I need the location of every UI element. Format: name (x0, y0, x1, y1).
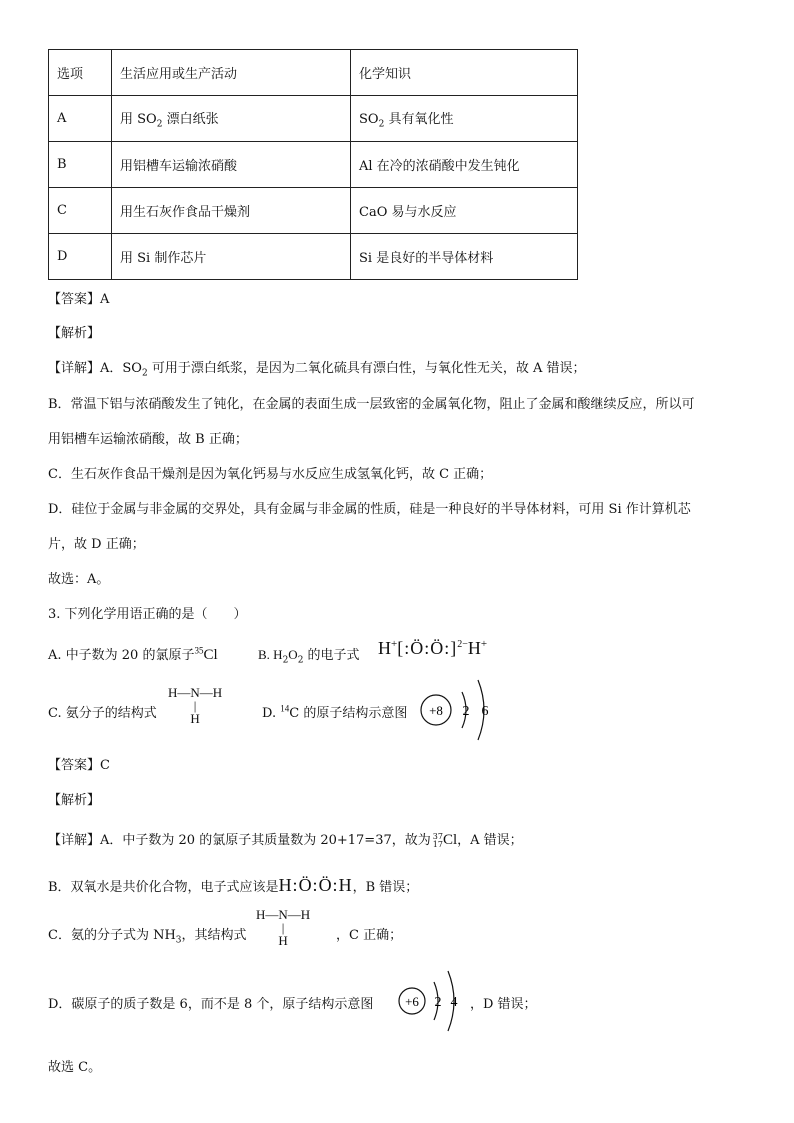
ammonia-structure (168, 686, 222, 725)
table-header-row (49, 50, 578, 96)
ammonia-structure-bond: | (281, 920, 285, 935)
q3-detail-c: C．氨的分子式为 $NH_3$，其结构式 (48, 928, 247, 946)
q2-analysis-label: 【解析】 (48, 326, 101, 341)
header-cell: 选项 (49, 50, 112, 96)
q2-detail-b-line1: B．常温下铝与浓硝酸发生了钝化，在金属的表面生成一层致密的金属氧化物，阻止了金属和酸继续反应，所以可 (48, 397, 695, 412)
q3-conclusion: 故选 C。 (48, 1060, 102, 1075)
shell-electron-count: 2 (462, 704, 470, 719)
option-cell: A (49, 96, 112, 142)
atom-diagram-wrong (418, 678, 492, 742)
option-cell: C (49, 188, 112, 234)
knowledge-cell: CaO 易与水反应 (351, 188, 578, 234)
table-row (49, 142, 578, 188)
q2-conclusion: 故选：A。 (48, 572, 110, 587)
knowledge-cell: Al 在冷的浓硝酸中发生钝化 (351, 142, 578, 188)
atom-diagram-correct (396, 968, 470, 1032)
application-cell: 用 $SO_2$ 漂白纸张 (112, 96, 351, 142)
shell-electron-count: 6 (481, 704, 489, 719)
q2-detail-d-line1: D．硅位于金属与非金属的交界处，具有金属与非金属的性质，硅是一种良好的半导体材料，可用 Si 作计算机芯 (48, 502, 691, 517)
q3-detail-c-end: ，C 正确； (336, 928, 403, 943)
ammonia-structure-top: H—N—H (168, 685, 223, 700)
option-cell: D (49, 234, 112, 280)
ammonia-structure-answer (256, 908, 310, 947)
q2-detail-b-line2: 用铝槽车运输浓硝酸，故 B 正确； (48, 432, 248, 447)
knowledge-cell: $SO_2$ 具有氧化性 (351, 96, 578, 142)
q3-option-b-formula: H+[:Ö:Ö:]$^{2-}$H+ (378, 638, 488, 658)
q2-detail-d-line2: 片，故 D 正确； (48, 537, 145, 552)
q3-detail-a: 【详解】A．中子数为 20 的氯原子其质量数为 20+17=37，故为 37 17 Cl，A 错误； (48, 831, 523, 849)
option-cell: B (49, 142, 112, 188)
q3-option-a: A. 中子数为 20 的氯原子$^{35}$Cl (48, 645, 218, 663)
options-table (48, 49, 578, 280)
q3-option-c: C. 氨分子的结构式 (48, 706, 157, 721)
shell-electron-count: 2 (434, 995, 442, 1010)
table-row (49, 96, 578, 142)
q2-answer: 【答案】A (48, 292, 110, 307)
header-cell: 生活应用或生产活动 (112, 50, 351, 96)
shell-electron-count: 4 (450, 995, 458, 1010)
ammonia-structure-bond: | (193, 698, 197, 713)
q3-option-b: B. $H_2O_2$ 的电子式 (258, 647, 360, 666)
application-cell: 用 Si 制作芯片 (112, 234, 351, 280)
table-row (49, 234, 578, 280)
nucleus-charge: +8 (429, 703, 443, 718)
q3-detail-d-end: ，D 错误； (470, 997, 537, 1012)
peroxide-electron-formula: H:Ö:Ö:H (278, 875, 353, 895)
q3-stem: 3. 下列化学用语正确的是（ ） (48, 607, 247, 622)
ammonia-structure-bottom: H (190, 711, 200, 726)
q3-option-d: D. $^{14}$C 的原子结构示意图 (262, 703, 408, 721)
q2-detail-a: 【详解】A．$SO_2$ 可用于漂白纸浆，是因为二氧化硫具有漂白性，与氧化性无关，故 A 错误； (48, 361, 586, 379)
table-row (49, 188, 578, 234)
application-cell: 用铝槽车运输浓硝酸 (112, 142, 351, 188)
application-cell: 用生石灰作食品干燥剂 (112, 188, 351, 234)
q3-detail-b: B．双氧水是共价化合物，电子式应该是H:Ö:Ö:H，B 错误； (48, 875, 419, 895)
q3-analysis-label: 【解析】 (48, 793, 101, 808)
ammonia-structure-top: H—N—H (256, 907, 311, 922)
q3-answer: 【答案】C (48, 758, 110, 773)
ammonia-structure-bottom: H (278, 933, 288, 948)
knowledge-cell: Si 是良好的半导体材料 (351, 234, 578, 280)
q2-detail-c: C．生石灰作食品干燥剂是因为氧化钙易与水反应生成氢氧化钙，故 C 正确； (48, 467, 493, 482)
header-cell: 化学知识 (351, 50, 578, 96)
q3-detail-d: D．碳原子的质子数是 6，而不是 8 个，原子结构示意图 (48, 997, 374, 1012)
nucleus-charge: +6 (405, 994, 419, 1009)
